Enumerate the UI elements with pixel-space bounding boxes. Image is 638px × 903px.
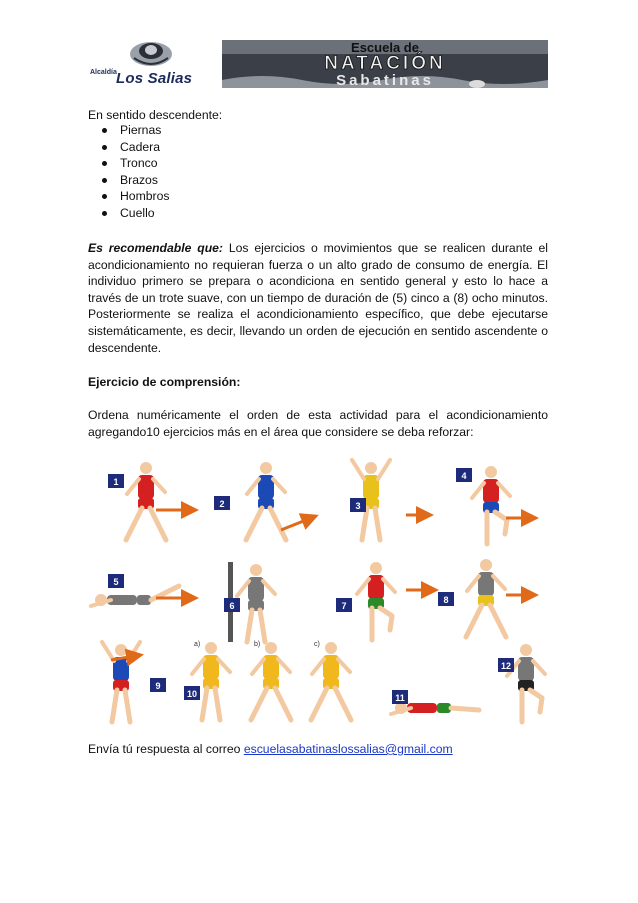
banner-line1: Escuela de: [351, 40, 419, 55]
exercise-number: 2: [219, 499, 225, 509]
exercise-figure: [472, 466, 510, 544]
swimming-school-banner: [222, 34, 548, 90]
list-item: Brazos: [102, 172, 169, 189]
exercise-number: 4: [461, 471, 467, 481]
list-item: Hombros: [102, 188, 169, 205]
logo-name: Los Salias: [116, 70, 193, 87]
recommendation-paragraph: [88, 240, 548, 356]
alcaldia-logo: [88, 40, 210, 86]
motion-arrow: [281, 516, 316, 530]
exercise-number: 9: [155, 681, 161, 691]
list-item: Cadera: [102, 139, 169, 156]
footer-line: [88, 742, 453, 756]
recommendation-text: Los ejercicios o movimientos que se realicen durante el acondicionamiento no requieran fuerza o un alto grado de consumo de energía. El individuo primero se prepara o acondiciona en sentido general y esto lo hace a través de un trote suave, con un tiempo de duración de (5) cinco a (8) ocho minutos. Posteriormente se realiza el acondicionamiento específico, que debe ejecutarse sistemáticamente, es decir, llevando un orden de ejecución en sentido ascendente o descendente.: [88, 241, 548, 355]
exercise-number: 5: [113, 577, 119, 587]
logo-small-text: Alcaldía: [90, 69, 117, 76]
exercise-figure: [507, 644, 545, 722]
exercise-figure: [126, 462, 166, 540]
banner-line2: NATACIÓN: [324, 53, 446, 74]
intro-text: En sentido descendente:: [88, 108, 223, 122]
list-item: Tronco: [102, 155, 169, 172]
list-item: Piernas: [102, 122, 169, 139]
warmup-exercises-illustration: [86, 450, 552, 730]
banner-line3: Sabatinas: [336, 72, 434, 89]
body-parts-list: [102, 122, 169, 222]
exercise-figure: [357, 562, 395, 640]
exercise-figure: [311, 642, 351, 720]
exercise-number: 7: [341, 601, 347, 611]
email-link[interactable]: escuelasabatinaslossalias@gmail.com: [243, 742, 453, 756]
exercise-figure: [91, 586, 179, 606]
exercise-figure: [466, 559, 506, 637]
exercise-number: 3: [355, 501, 361, 511]
sub-label: a): [194, 641, 201, 648]
exercise-number: 10: [186, 689, 198, 699]
exercise-figure: [192, 642, 230, 720]
exercise-number: 1: [113, 477, 119, 487]
instruction-paragraph: Ordena numéricamente el orden de esta actividad para el acondicionamiento agregando10 ejercicios más en el área que considere se deba reforzar:: [88, 408, 548, 439]
sub-label: c): [314, 641, 320, 648]
recommendation-label: Es recomendable que:: [88, 241, 223, 255]
exercise-number: 12: [500, 661, 512, 671]
municipal-emblem-icon: [128, 40, 174, 68]
footer-prefix: Envía tú respuesta al correo: [88, 742, 244, 756]
exercise-number: 8: [443, 595, 449, 605]
exercise-figure: [102, 642, 140, 722]
section-title: Ejercicio de comprensión:: [88, 375, 241, 389]
exercise-number: 11: [395, 693, 405, 703]
exercise-number: 6: [229, 601, 235, 611]
list-item: Cuello: [102, 205, 169, 222]
sub-label: b): [254, 641, 261, 648]
exercise-figure: [246, 462, 286, 540]
exercise-figure: [251, 642, 291, 720]
